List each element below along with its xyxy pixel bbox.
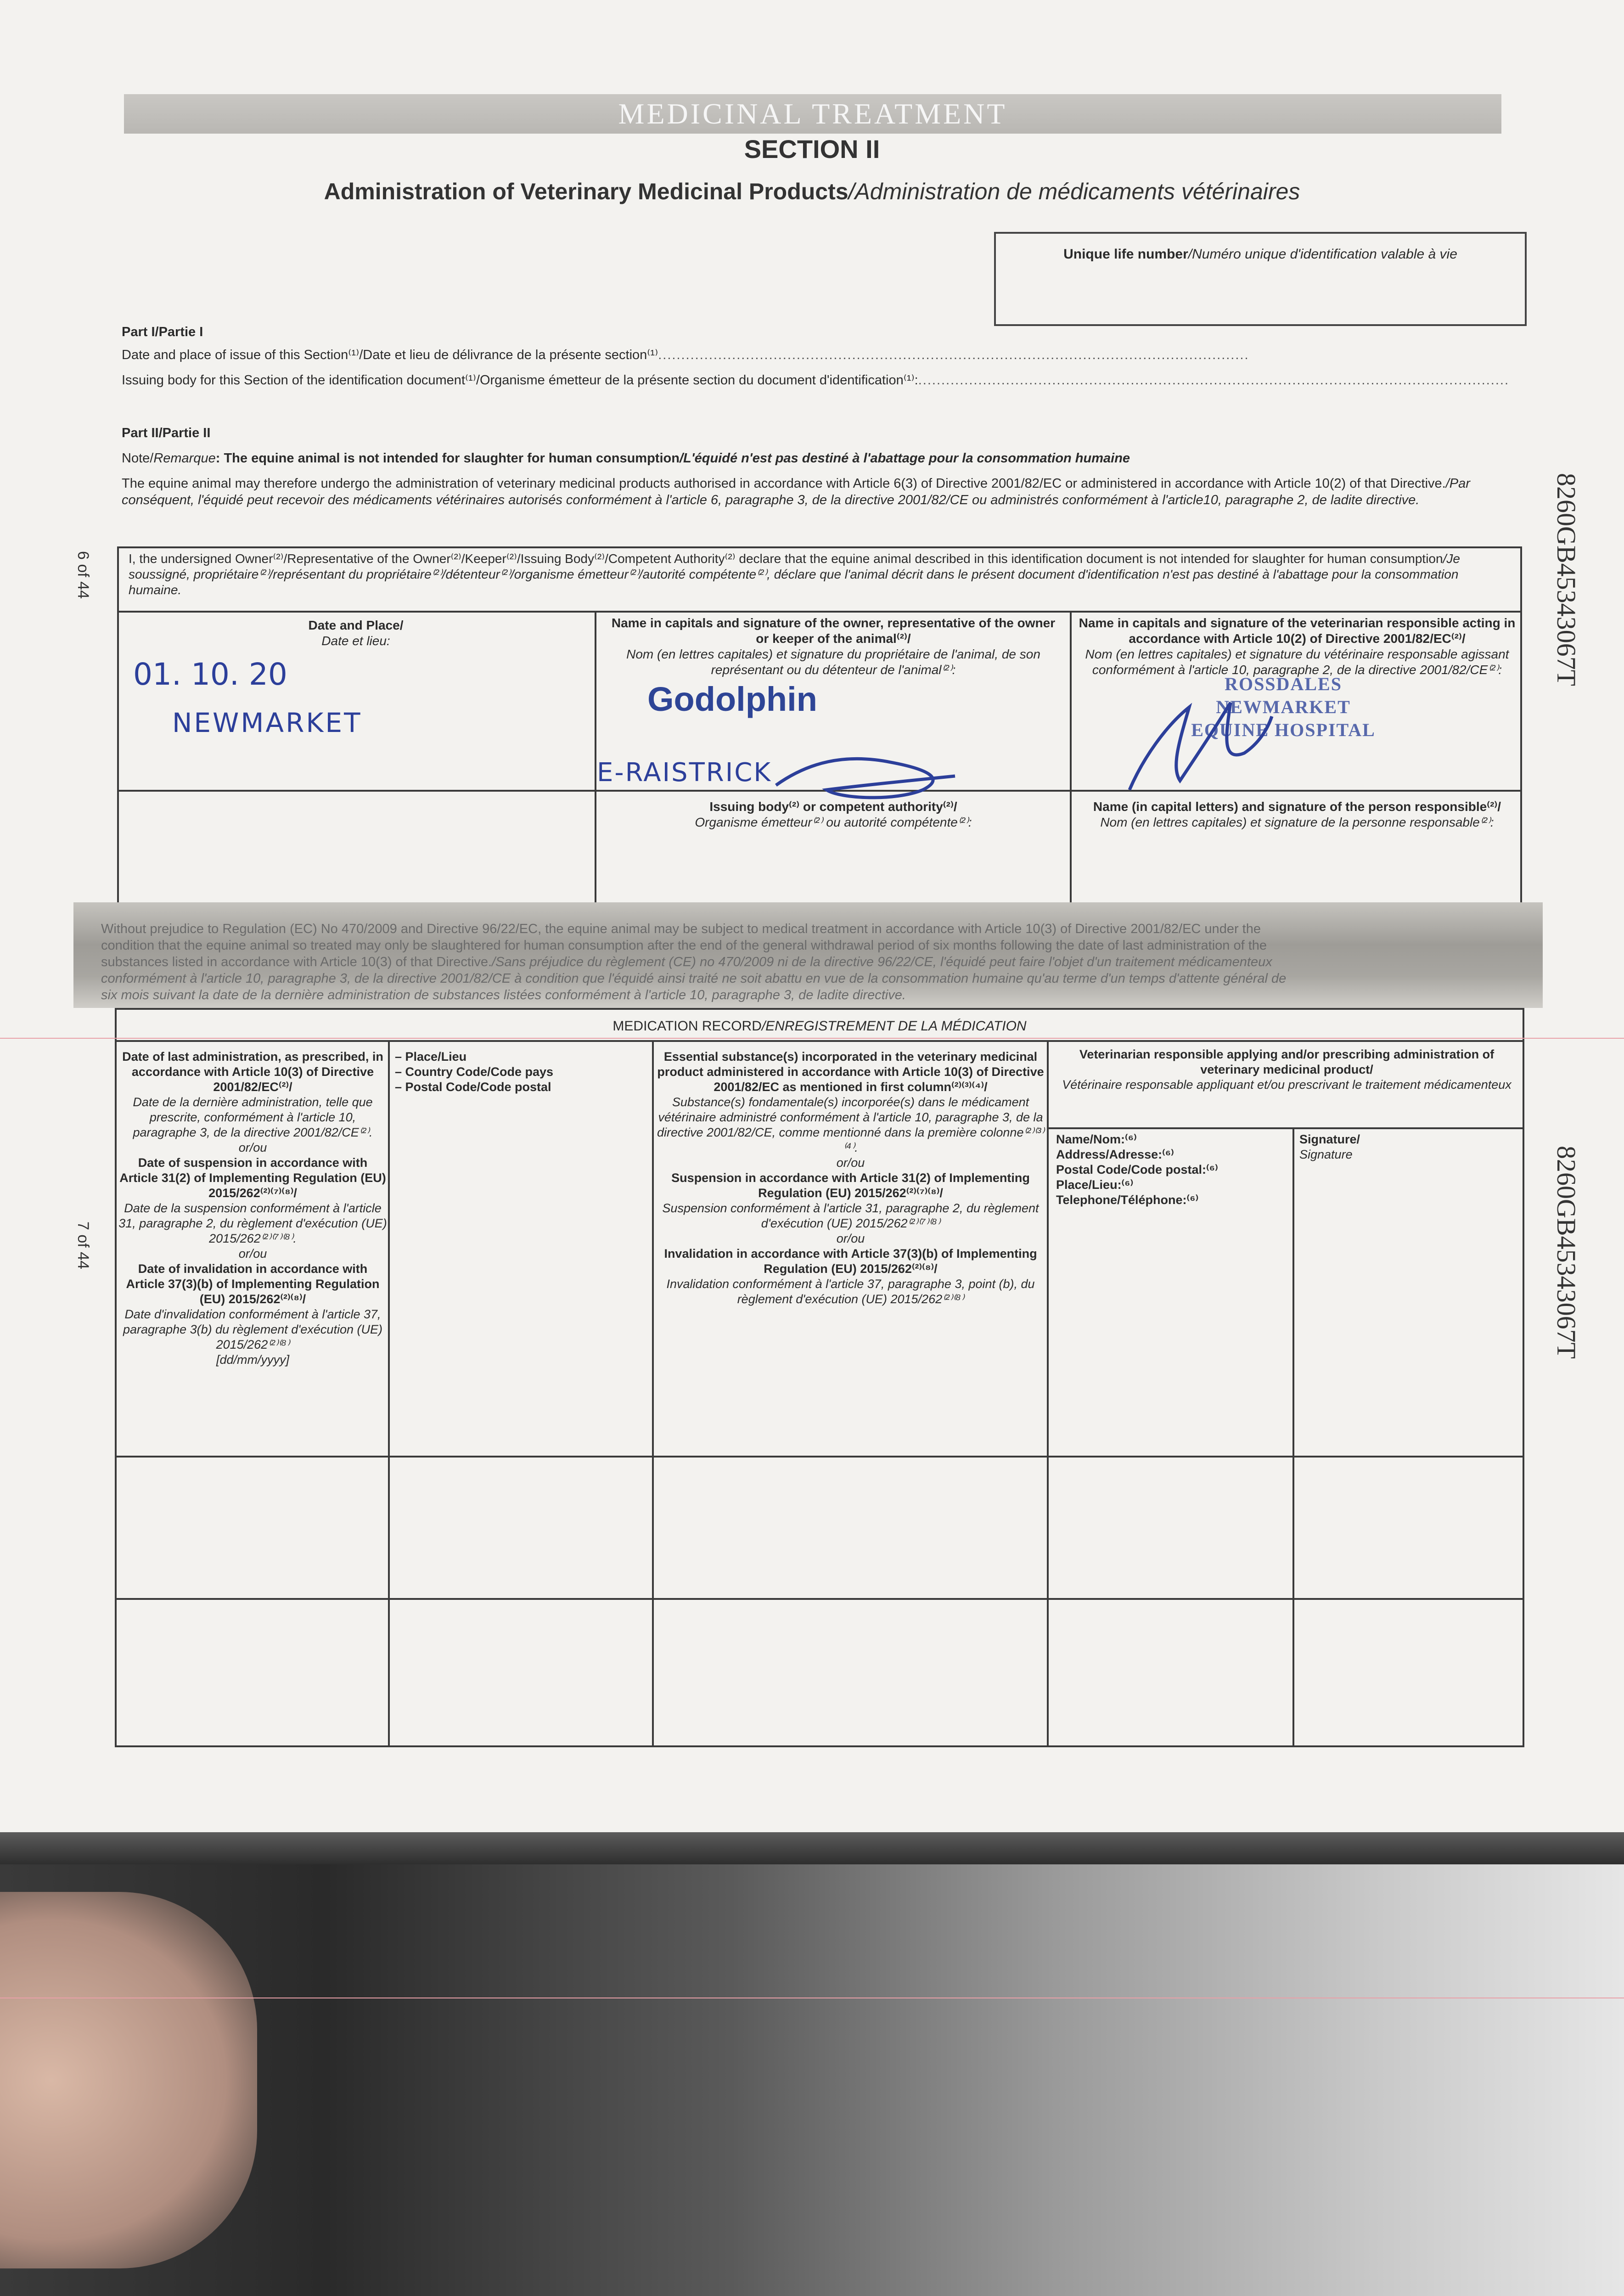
- banner-medicinal-treatment: MEDICINAL TREATMENT: [124, 94, 1501, 134]
- handwritten-name: E-RAISTRICK: [597, 758, 772, 788]
- unique-life-number-box: [994, 232, 1527, 326]
- med-col2-postal: – Postal Code/Code postal: [395, 1080, 551, 1094]
- stamp-vet-line1: ROSSDALES: [1225, 674, 1342, 694]
- col3-en: Name in capitals and signature of the veterinarian responsible acting in accordance with Article 10(2) of Directive 2001/82/EC⁽²⁾/: [1079, 616, 1516, 646]
- col1-en: Date and Place/: [308, 618, 404, 632]
- fold-line3: [101, 954, 1515, 970]
- med-vet-name: Name/Nom:⁽⁶⁾: [1056, 1132, 1137, 1146]
- med-col1-b-en: Date of suspension in accordance with Article 31(2) of Implementing Regulation (EU) 2015/262⁽²⁾⁽⁷⁾⁽⁸⁾/: [119, 1156, 386, 1200]
- part1-line2: [122, 372, 1510, 388]
- med-vet-signature-label: [1299, 1132, 1437, 1162]
- med-vet-address: Address/Adresse:⁽⁶⁾: [1056, 1148, 1174, 1161]
- stamp-vet-line3: EQUINE HOSPITAL: [1191, 720, 1376, 740]
- part1-line1-dots: ................................................................................................................................: [658, 348, 1249, 362]
- med-title-fr: /ENREGISTREMENT DE LA MÉDICATION: [761, 1019, 1027, 1034]
- part2-note: [122, 450, 1499, 467]
- fold-line3-en: substances listed in accordance with Article 10(3) of that Directive.: [101, 955, 492, 969]
- page-number-6: 6 of 44: [74, 551, 92, 599]
- med-col4-header-en: Veterinarian responsible applying and/or prescribing administration of veterinary medicinal product/: [1079, 1047, 1495, 1076]
- med-col3-c-en: Invalidation in accordance with Article 37(3)(b) of Implementing Regulation (EU) 2015/262⁽²⁾⁽⁸⁾/: [664, 1247, 1037, 1276]
- med-vet-phone: Telephone/Téléphone:⁽⁶⁾: [1056, 1193, 1199, 1207]
- med-col3-header: [657, 1049, 1045, 1307]
- col2-fr: Nom (en lettres capitales) et signature du propriétaire de l'animal, de son représentant ou du détenteur de l'animal⁽²⁾:: [626, 647, 1040, 677]
- fold-line3-fr: /Sans préjudice du règlement (CE) no 470/2009 ni de la directive 96/22/CE, l'équidé peut faire l'objet d'un traitement médicamenteux: [492, 955, 1272, 969]
- med-col1-header: [118, 1049, 387, 1367]
- declaration-en: I, the undersigned Owner⁽²⁾/Representative of the Owner⁽²⁾/Keeper⁽²⁾/Issuing Body⁽²⁾/Competent Authority⁽²⁾ declare that the equine animal described in this identification document is not intended for slaughter for human consumption: [129, 551, 1443, 566]
- part2-heading: Part II/Partie II: [122, 426, 211, 440]
- title-fr: /Administration de médicaments vétérinaires: [848, 179, 1300, 204]
- med-col1-or2: or/ou: [238, 1247, 267, 1261]
- fold-line4: conformément à l'article 10, paragraphe 3, de la directive 2001/82/CE à condition que l'équidé ainsi traité ne soit abattu en vue de la consommation humaine qu'au terme d'un temps d'attente général de: [101, 971, 1287, 986]
- part2-para-fr: /Par conséquent, l'équidé peut recevoir des médicaments vétérinaires autorisés conformément à l'article 6, paragraphe 3, de la directive 2001/82/CE ou administrés conformément à l'article10, paragraphe 2, de ladite directive.: [122, 476, 1470, 507]
- col3b-en: Name (in capital letters) and signature of the person responsible⁽²⁾/: [1093, 799, 1501, 814]
- declaration-fr: /Je soussigné, propriétaire⁽²⁾/représentant du propriétaire⁽²⁾/détenteur⁽²⁾/organisme émetteur⁽²⁾/autorité compétente⁽²⁾, déclare que l'animal décrit dans le présent document d'identification n'est pas destiné à l'abattage pour la consommation humaine.: [129, 551, 1460, 597]
- med-signature-fr: Signature: [1299, 1148, 1353, 1161]
- note-prefix: Note/: [122, 451, 154, 466]
- med-col3-c-fr: Invalidation conformément à l'article 37, paragraphe 3, point (b), du règlement d'exécution (UE) 2015/262⁽²⁾⁽⁸⁾: [666, 1277, 1035, 1306]
- declaration-divider: [117, 611, 1522, 613]
- handwritten-date: 01. 10. 20: [133, 657, 287, 692]
- med-row-divider-2: [115, 1598, 1524, 1600]
- main-title: [0, 178, 1624, 205]
- med-col2-country: – Country Code/Code pays: [395, 1065, 554, 1079]
- med-col3-b-en: Suspension in accordance with Article 31(2) of Implementing Regulation (EU) 2015/262⁽²⁾⁽⁷⁾⁽⁸⁾/: [671, 1171, 1030, 1200]
- med-col3-or1: or/ou: [836, 1156, 865, 1170]
- page-number-7: 7 of 44: [74, 1221, 92, 1269]
- col2b-en: Issuing body⁽²⁾ or competent authority⁽²⁾/: [709, 799, 957, 814]
- red-scan-line-1: [0, 1038, 1624, 1039]
- col-owner-header: [611, 615, 1056, 678]
- part1-line1-text: Date and place of issue of this Section⁽¹⁾/Date et lieu de délivrance de la présente section⁽¹⁾: [122, 348, 658, 362]
- finger-shadow: [0, 1892, 257, 2268]
- col1-fr: Date et lieu:: [321, 634, 390, 648]
- declaration-text: [129, 551, 1511, 598]
- med-vet-header-divider: [1047, 1127, 1524, 1129]
- part2-paragraph: [122, 475, 1499, 508]
- vet-signature-icon: [1111, 689, 1276, 799]
- med-vet-place: Place/Lieu:⁽⁶⁾: [1056, 1178, 1134, 1192]
- part1-line2-text: Issuing body for this Section of the identification document⁽¹⁾/Organisme émetteur de la présente section du document d'identification⁽¹⁾:: [122, 373, 918, 388]
- handwritten-place: NEWMARKET: [172, 707, 362, 738]
- col3b-fr: Nom (en lettres capitales) et signature de la personne responsable⁽²⁾:: [1100, 815, 1494, 829]
- col2b-fr: Organisme émetteur⁽²⁾ ou autorité compétente⁽²⁾:: [695, 815, 972, 829]
- med-header-divider: [115, 1040, 1524, 1042]
- title-en: Administration of Veterinary Medicinal Products: [324, 179, 849, 204]
- med-col3-b-fr: Suspension conformément à l'article 31, paragraphe 2, du règlement d'exécution (UE) 2015/262⁽²⁾⁽⁷⁾⁽⁸⁾: [662, 1201, 1039, 1230]
- side-id-bottom: 8260GB45343067T: [1551, 1146, 1581, 1359]
- fold-shadow-text: [73, 902, 1543, 1008]
- med-col3-or2: or/ou: [836, 1232, 865, 1245]
- col3-fr: Nom (en lettres capitales) et signature du vétérinaire responsable agissant conformément à l'article 10, paragraphe 2, de la directive 2001/82/CE⁽²⁾:: [1085, 647, 1509, 677]
- part1-heading: Part I/Partie I: [122, 325, 203, 339]
- med-col3-a-fr: Substance(s) fondamentale(s) incorporée(s) dans le médicament vétérinaire administré conformément à l'article 10, paragraphe 3, de la directive 2001/82/CE, comme mentionné dans la première colonne⁽²⁾⁽³⁾⁽⁴⁾.: [657, 1095, 1044, 1154]
- part1-line1: [122, 347, 1288, 363]
- fold-line5: six mois suivant la date de la dernière administration de substances listées conformément à l'article 10, paragraphe 3, de ladite directive.: [101, 988, 906, 1002]
- unique-life-number-label: [996, 247, 1525, 262]
- declaration-col-divider-2: [1070, 611, 1072, 909]
- scanner-edge-strip: [0, 1832, 1624, 1864]
- med-signature-en: Signature/: [1299, 1132, 1360, 1146]
- declaration-col-divider-1: [595, 611, 596, 909]
- col-date-place-header: [117, 618, 595, 649]
- section-title: SECTION II: [744, 135, 880, 163]
- med-col-divider-4: [1292, 1127, 1294, 1747]
- col-person-responsible-header: [1077, 799, 1517, 830]
- fold-line2: condition that the equine animal so treated may only be slaughtered for human consumption after the end of the general withdrawal period of six months following the date of last administration of the: [101, 938, 1267, 953]
- col-vet-header: [1077, 615, 1517, 678]
- med-title-en: MEDICATION RECORD: [613, 1019, 762, 1034]
- uln-label-fr: /Numéro unique d'identification valable à vie: [1188, 247, 1457, 262]
- med-col-divider-3: [1047, 1040, 1049, 1747]
- med-col1-b-fr: Date de la suspension conformément à l'article 31, paragraphe 2, du règlement d'exécution (UE) 2015/262⁽²⁾⁽⁷⁾⁽⁸⁾.: [118, 1201, 387, 1245]
- note-en: : The equine animal is not intended for slaughter for human consumption: [215, 451, 680, 466]
- note-prefix-fr: Remarque: [153, 451, 216, 466]
- med-col1-or1: or/ou: [238, 1141, 267, 1154]
- medication-record-title: [115, 1019, 1524, 1034]
- med-col2-header: [395, 1049, 647, 1095]
- med-col3-a-en: Essential substance(s) incorporated in the veterinary medicinal product administered in accordance with Article 10(3) of Directive 2001/82/EC as mentioned in first column⁽²⁾⁽³⁾⁽⁴⁾/: [657, 1050, 1044, 1094]
- med-col2-place: – Place/Lieu: [395, 1050, 467, 1064]
- med-row-divider-1: [115, 1456, 1524, 1458]
- med-col-divider-2: [652, 1040, 654, 1747]
- fold-line1: Without prejudice to Regulation (EC) No 470/2009 and Directive 96/22/EC, the equine animal may be subject to medical treatment in accordance with Article 10(3) of Directive 2001/82/EC under the: [101, 922, 1261, 936]
- col2-en: Name in capitals and signature of the owner, representative of the owner or keeper of the animal⁽²⁾/: [611, 616, 1056, 646]
- med-col-divider-1: [388, 1040, 390, 1747]
- med-col1-c-en: Date of invalidation in accordance with Article 37(3)(b) of Implementing Regulation (EU) 2015/262⁽²⁾⁽⁸⁾/: [126, 1262, 380, 1306]
- med-col1-a-en: Date of last administration, as prescribed, in accordance with Article 10(3) of Directive 2001/82/EC⁽²⁾/: [122, 1050, 383, 1094]
- side-id-top: 8260GB45343067T: [1551, 473, 1581, 686]
- part2-para-en: The equine animal may therefore undergo the administration of veterinary medicinal products authorised in accordance with Article 6(3) of Directive 2001/82/EC or administered in accordance with Article 10(2) of that Directive.: [122, 476, 1446, 491]
- med-col1-c-fr: Date d'invalidation conformément à l'article 37, paragraphe 3(b) du règlement d'exécution (UE) 2015/262⁽²⁾⁽⁸⁾: [123, 1307, 382, 1351]
- owner-signature-icon: [771, 735, 964, 808]
- med-vet-fields: [1056, 1132, 1290, 1208]
- part1-line2-dots: ................................................................................................................................: [918, 373, 1510, 388]
- stamp-vet-line2: NEWMARKET: [1216, 697, 1351, 717]
- stamp-godolphin: Godolphin: [647, 680, 817, 718]
- note-fr: /L'équidé n'est pas destiné à l'abattage pour la consommation humaine: [679, 451, 1130, 466]
- med-col1-a-fr: Date de la dernière administration, telle que prescrite, conformément à l'article 10, paragraphe 3, de la directive 2001/82/CE⁽²⁾.: [133, 1095, 373, 1139]
- med-col4-header: [1051, 1047, 1522, 1092]
- uln-label-en: Unique life number: [1063, 247, 1188, 262]
- med-col4-header-fr: Vétérinaire responsable appliquant et/ou prescrivant le traitement médicamenteux: [1062, 1078, 1512, 1092]
- med-col1-format: [dd/mm/yyyy]: [216, 1353, 290, 1367]
- med-vet-postal: Postal Code/Code postal:⁽⁶⁾: [1056, 1163, 1218, 1176]
